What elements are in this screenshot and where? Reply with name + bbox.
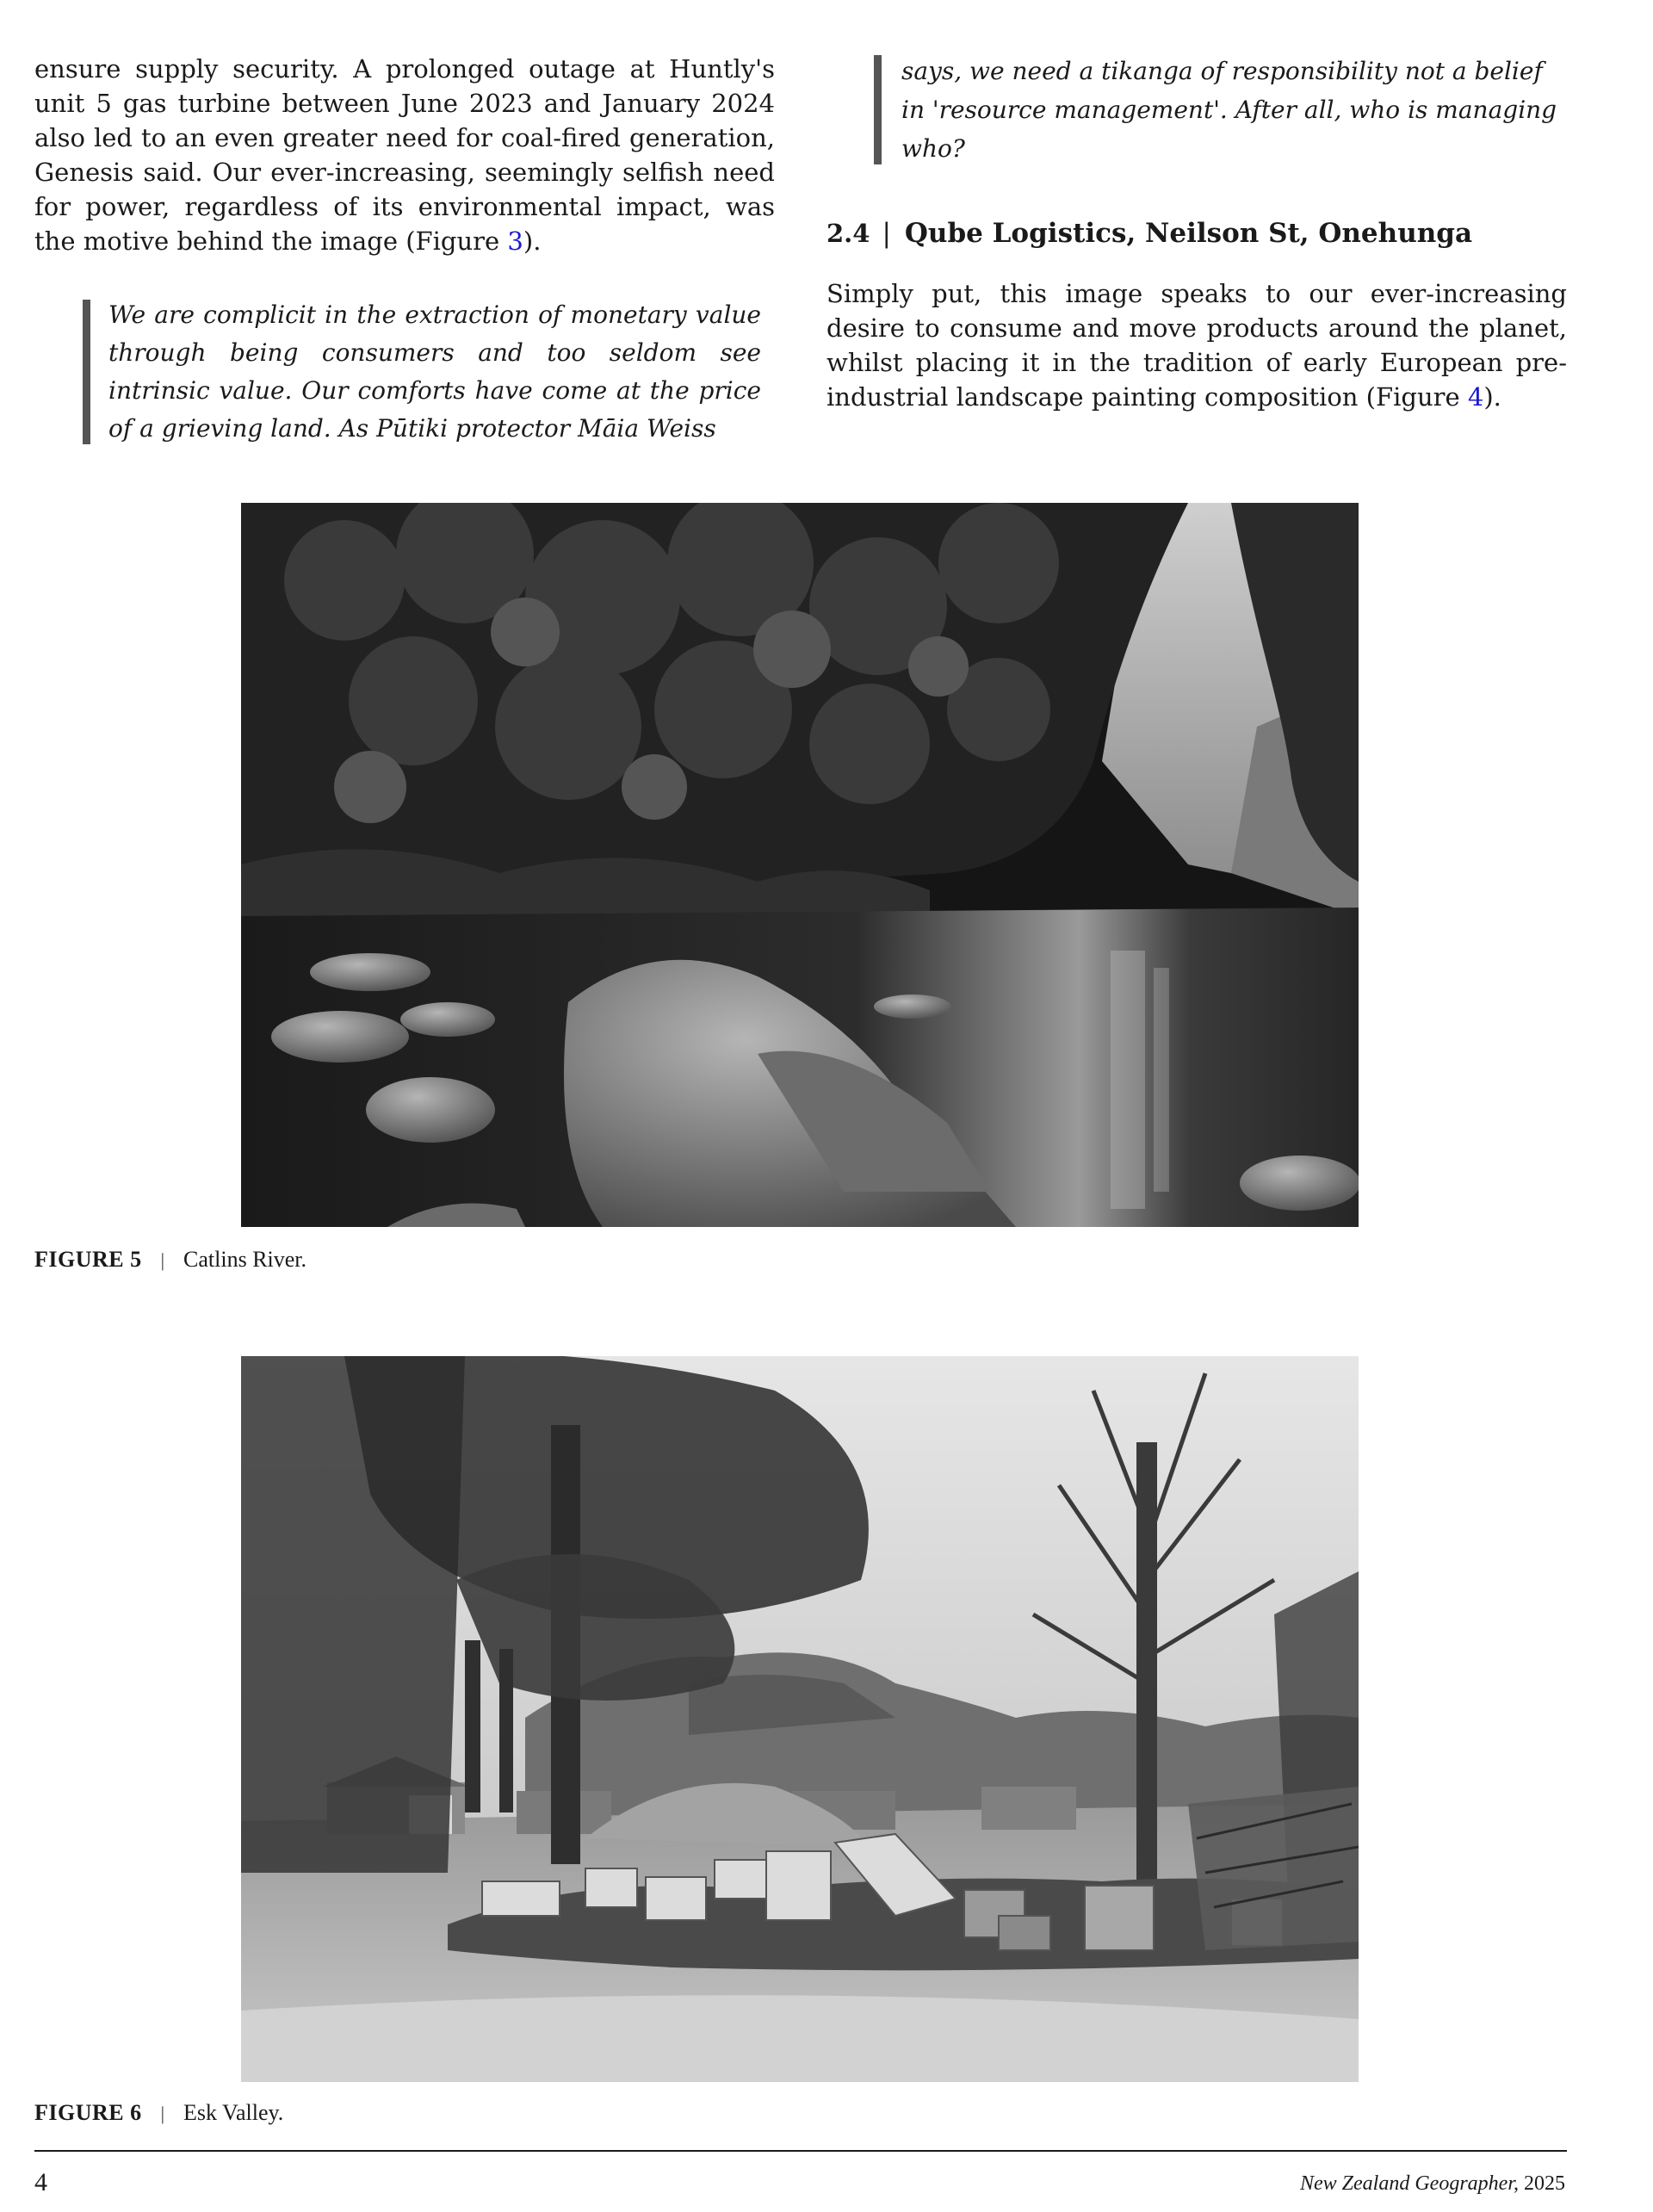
figure-6-caption [34,2098,283,2128]
footer-rule [34,2150,1567,2152]
figure-4-link[interactable]: 4 [1467,382,1484,412]
caption-separator: | [160,1249,165,1271]
figure-5-photo [241,503,1359,1227]
figure-3-link[interactable]: 3 [507,226,523,256]
right-column [826,52,1567,414]
section-title: Qube Logistics, Neilson St, Onehunga [904,218,1473,249]
block-quote-continued: says, we need a tikanga of responsibility not a belief in 'resource management'. After all, who is managing who? [874,52,1563,168]
figure-label: FIGURE 6 [34,2100,142,2125]
figure-label: FIGURE 5 [34,1247,142,1272]
section-heading [826,216,1567,251]
caption-text: Catlins River. [183,1247,307,1272]
page-number: 4 [34,2168,47,2197]
catlins-river-image [241,503,1359,1227]
block-quote: We are complicit in the extraction of monetary value through being consumers and too seldom see intrinsic value. Our comforts have come at the price of a grieving land. As Pūtiki protector Māia Weiss [83,296,761,448]
left-column [34,52,775,448]
caption-separator: | [160,2103,165,2124]
body-paragraph: ensure supply security. A prolonged outage at Huntly's unit 5 gas turbine between June 2023 and January 2024 also led to an even greater need for coal-fired generation, Genesis said. Our ever-increasing, seemingly selfish need for power, regardless of its environmental impact, was the motive behind the image (Figure 3). [34,54,775,256]
section-separator: | [882,218,891,249]
figure-5-caption [34,1245,306,1275]
journal-year: 2025 [1524,2172,1565,2195]
journal-name: New Zealand Geographer, [1300,2172,1519,2195]
section-number: 2.4 [826,219,870,248]
section-paragraph: Simply put, this image speaks to our ever-increasing desire to consume and move products around the planet, whilst placing it in the tradition of early European pre-industrial landscape painting composition (Figure 4). [826,279,1567,412]
figure-6-photo [241,1356,1359,2082]
caption-text: Esk Valley. [183,2100,284,2125]
esk-valley-image [241,1356,1359,2082]
journal-footer [1300,2172,1565,2196]
